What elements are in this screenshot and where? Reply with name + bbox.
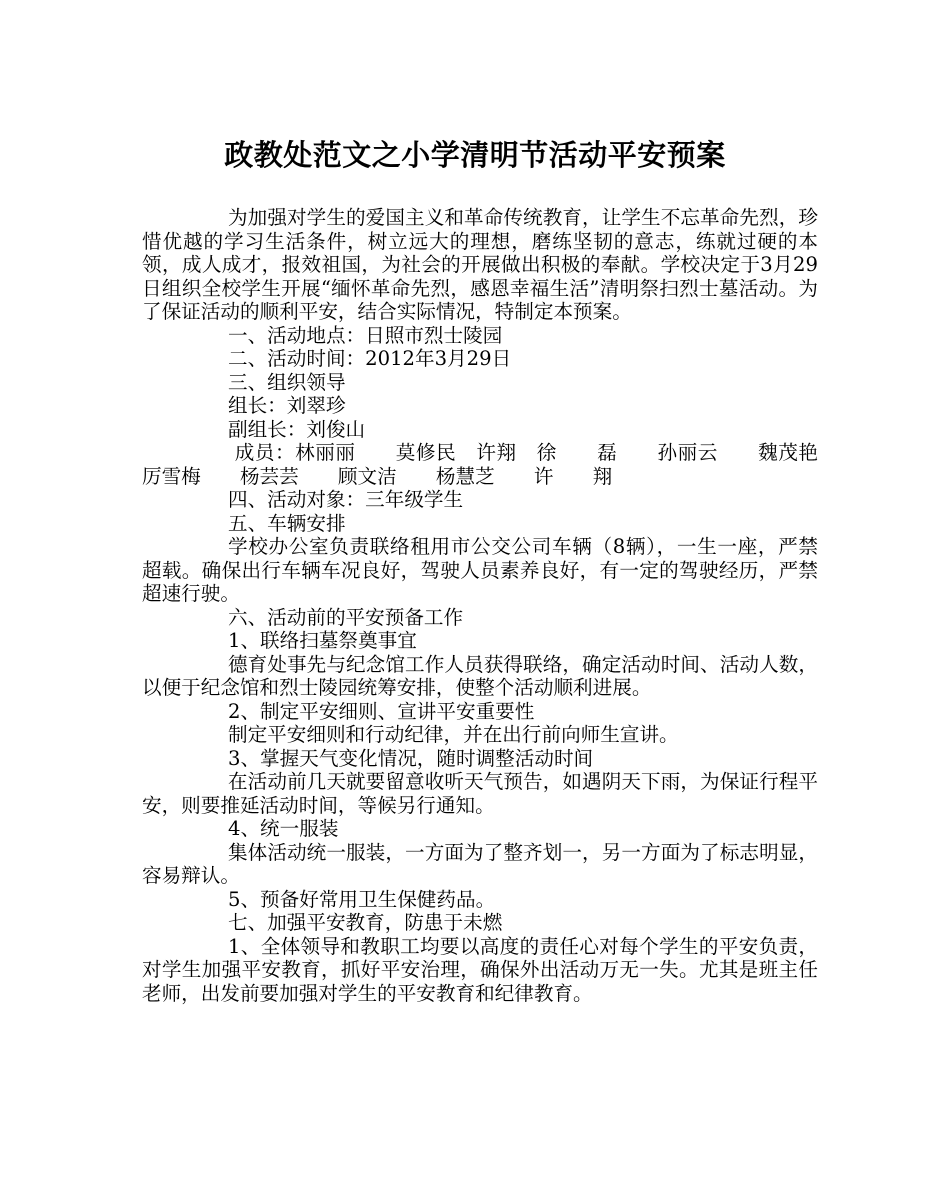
section-vehicles: 五、车辆安排 [228,511,346,535]
vehicles-paragraph: 学校办公室负责联络租用市公交公司车辆（8辆），一生一座，严禁超载。确保出行车辆车况良好，驾驶人员素养良好，有一定的驾驶经历，严禁超速行驶。 [142,535,818,605]
safety-paragraph-1: 1、全体领导和教职工均要以高度的责任心对每个学生的平安负责，对学生加强平安教育，抓好平安治理，确保外出活动万无一失。尤其是班主任老师，出发前要加强对学生的平安教育和纪律教育。 [142,934,818,1005]
intro-paragraph: 为加强对学生的爱国主义和革命传统教育，让学生不忘革命先烈，珍惜优越的学习生活条件，树立远大的理想，磨练坚韧的意志，练就过硬的本领，成人成才，报效祖国，为社会的开展做出积极的奉献。学校决定于3月29日组织全校学生开展“缅怀革命先烈，感恩幸福生活”清明祭扫烈士墓活动。为了保证活动的顺利平安，结合实际情况，特制定本预案。 [142,206,818,323]
subsection-4: 4、统一服装 [228,817,339,840]
section-leadership: 三、组织领导 [228,370,346,394]
deputy-leader-line: 副组长：刘俊山 [228,417,366,441]
subsection-3-paragraph: 在活动前几天就要留意收听天气预告，如遇阴天下雨，为保证行程平安，则要推延活动时间，等候另行通知。 [142,770,818,817]
document-title: 政教处范文之小学清明节活动平安预案 [224,138,726,172]
subsection-2-paragraph: 制定平安细则和行动纪律，并在出行前向师生宣讲。 [228,723,679,746]
subsection-4-paragraph: 集体活动统一服装，一方面为了整齐划一，另一方面为了标志明显，容易辩认。 [142,840,818,887]
members-line: 成员：林丽丽 莫修民 许翔 徐 磊 孙丽云 魏茂艳 厉雪梅 杨芸芸 顾文洁 杨慧芝 许 翔 [142,441,858,488]
subsection-1: 1、联络扫墓祭奠事宜 [228,629,417,652]
subsection-3: 3、掌握天气变化情况，随时调整活动时间 [228,746,594,770]
section-target: 四、活动对象：三年级学生 [228,488,464,511]
section-preparation: 六、活动前的平安预备工作 [228,605,464,629]
leader-line: 组长：刘翠珍 [228,394,346,417]
document-body [142,206,858,1005]
section-location: 一、活动地点：日照市烈士陵园 [228,323,503,347]
subsection-5: 5、预备好常用卫生保健药品。 [228,887,496,911]
section-time: 二、活动时间：2012年3月29日 [228,347,512,370]
subsection-1-paragraph: 德育处事先与纪念馆工作人员获得联络，确定活动时间、活动人数，以便于纪念馆和烈士陵园统筹安排，使整个活动顺利进展。 [142,652,818,699]
subsection-2: 2、制定平安细则、宣讲平安重要性 [228,699,535,723]
section-safety-education: 七、加强平安教育，防患于未燃 [228,911,503,934]
